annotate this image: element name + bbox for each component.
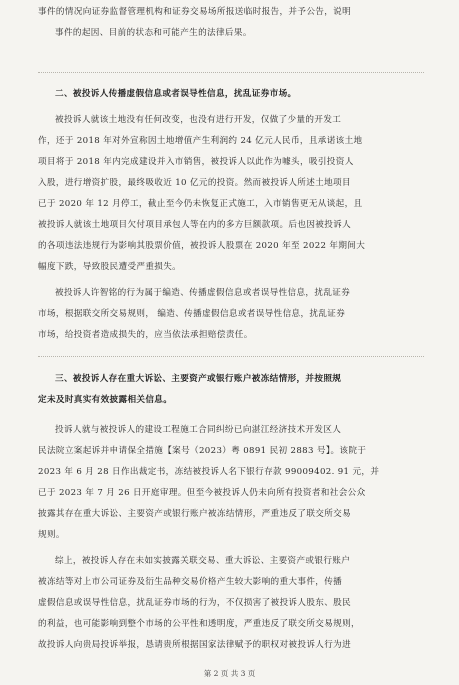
paragraph-line: 披露其存在重大诉讼、主要资产或银行账户被冻结情形，严重违反了联交所交易: [38, 509, 352, 519]
paragraph-line: 民法院立案起诉并申请保全措施【案号（2023）粤 0891 民初 2883 号】。该院于: [38, 446, 367, 456]
page-footer: 第 2 页 共 3 页: [203, 669, 256, 678]
paragraph-line: 作，还于 2018 年对外宣称因土地增值产生利润约 24 亿元人民币，且承诺该土地: [38, 136, 363, 146]
paragraph-line: 项目将于 2018 年内完成建设并入市销售，被投诉人以此作为噱头，吸引投资人: [38, 157, 354, 167]
paragraph-line: 的各项违法违规行为影响其股票价值，被投诉人股票在 2020 年至 2022 年期间大: [38, 241, 366, 251]
paragraph-line: 市场，根据联交所交易规则， 编造、传播虚假信息或者误导性信息，扰乱证券: [38, 309, 346, 319]
paragraph-line: 被冻结等对上市公司证券及衍生品种交易价格产生较大影响的重大事件，传播: [38, 577, 343, 587]
intro-line: 事件的情况向证券监督管理机构和证券交易场所报送临时报告，并予公告，说明: [38, 7, 352, 17]
section-2-heading: 二、被投诉人传播虚假信息或者误导性信息，扰乱证券市场。: [55, 89, 297, 99]
paragraph-line: 虚假信息或误导性信息，扰乱证券市场的行为，不仅损害了被投诉人股东、股民: [38, 598, 352, 608]
paragraph-line: 故投诉人向贵局投诉举报，恳请贵所根据国家法律赋予的职权对被投诉人行为进: [38, 640, 352, 650]
paragraph-line: 幅度下跌，导致股民遭受严重损失。: [38, 262, 182, 272]
section-divider: [38, 356, 424, 357]
paragraph-line: 已于 2020 年 12 月停工，截止至今仍未恢复正式施工，入市销售更无从谈起，且: [38, 199, 363, 209]
paragraph-line: 被投诉人就该土地项目欠付项目承包人等在内的多方巨额款项。后也因被投诉人: [38, 220, 352, 230]
paragraph-line: 综上，被投诉人存在未如实披露关联交易、重大诉讼、主要资产或银行账户: [55, 556, 351, 566]
section-3-heading: 三、被投诉人存在重大诉讼、主要资产或银行账户被冻结情形，并按照规: [55, 374, 342, 384]
paragraph-line: 的利益，也可能影响到整个市场的公平性和透明度，严重违反了联交所交易规则，: [38, 619, 360, 629]
paragraph-line: 已于 2023 年 7 月 26 日开庭审理。但至今被投诉人仍未向所有投资者和社会公众: [38, 488, 366, 498]
paragraph-line: 2023 年 6 月 28 日作出裁定书，冻结被投诉人名下银行存款 99009402. 91 元，并: [38, 467, 380, 477]
paragraph-line: 投诉人就与被投诉人的建设工程施工合同纠纷已向湛江经济技术开发区人: [55, 425, 342, 435]
paragraph-line: 入股，进行增资扩股，最终吸收近 10 亿元的投资。然而被投诉人所述土地项目: [38, 178, 351, 188]
intro-line: 事件的起因、目前的状态和可能产生的法律后果。: [55, 28, 252, 38]
paragraph-line: 被投诉人就该土地没有任何改变，也没有进行开发，仅做了少量的开发工: [55, 115, 342, 125]
paragraph-line: 被投诉人许智铭的行为属于编造、传播虚假信息或者误导性信息，扰乱证券: [55, 288, 351, 298]
section-3-heading: 定未及时真实有效披露相关信息。: [38, 395, 173, 405]
section-divider: [38, 72, 424, 73]
paragraph-line: 规则。: [38, 530, 65, 540]
paragraph-line: 市场，给投资者造成损失的，应当依法承担赔偿责任。: [38, 330, 253, 340]
